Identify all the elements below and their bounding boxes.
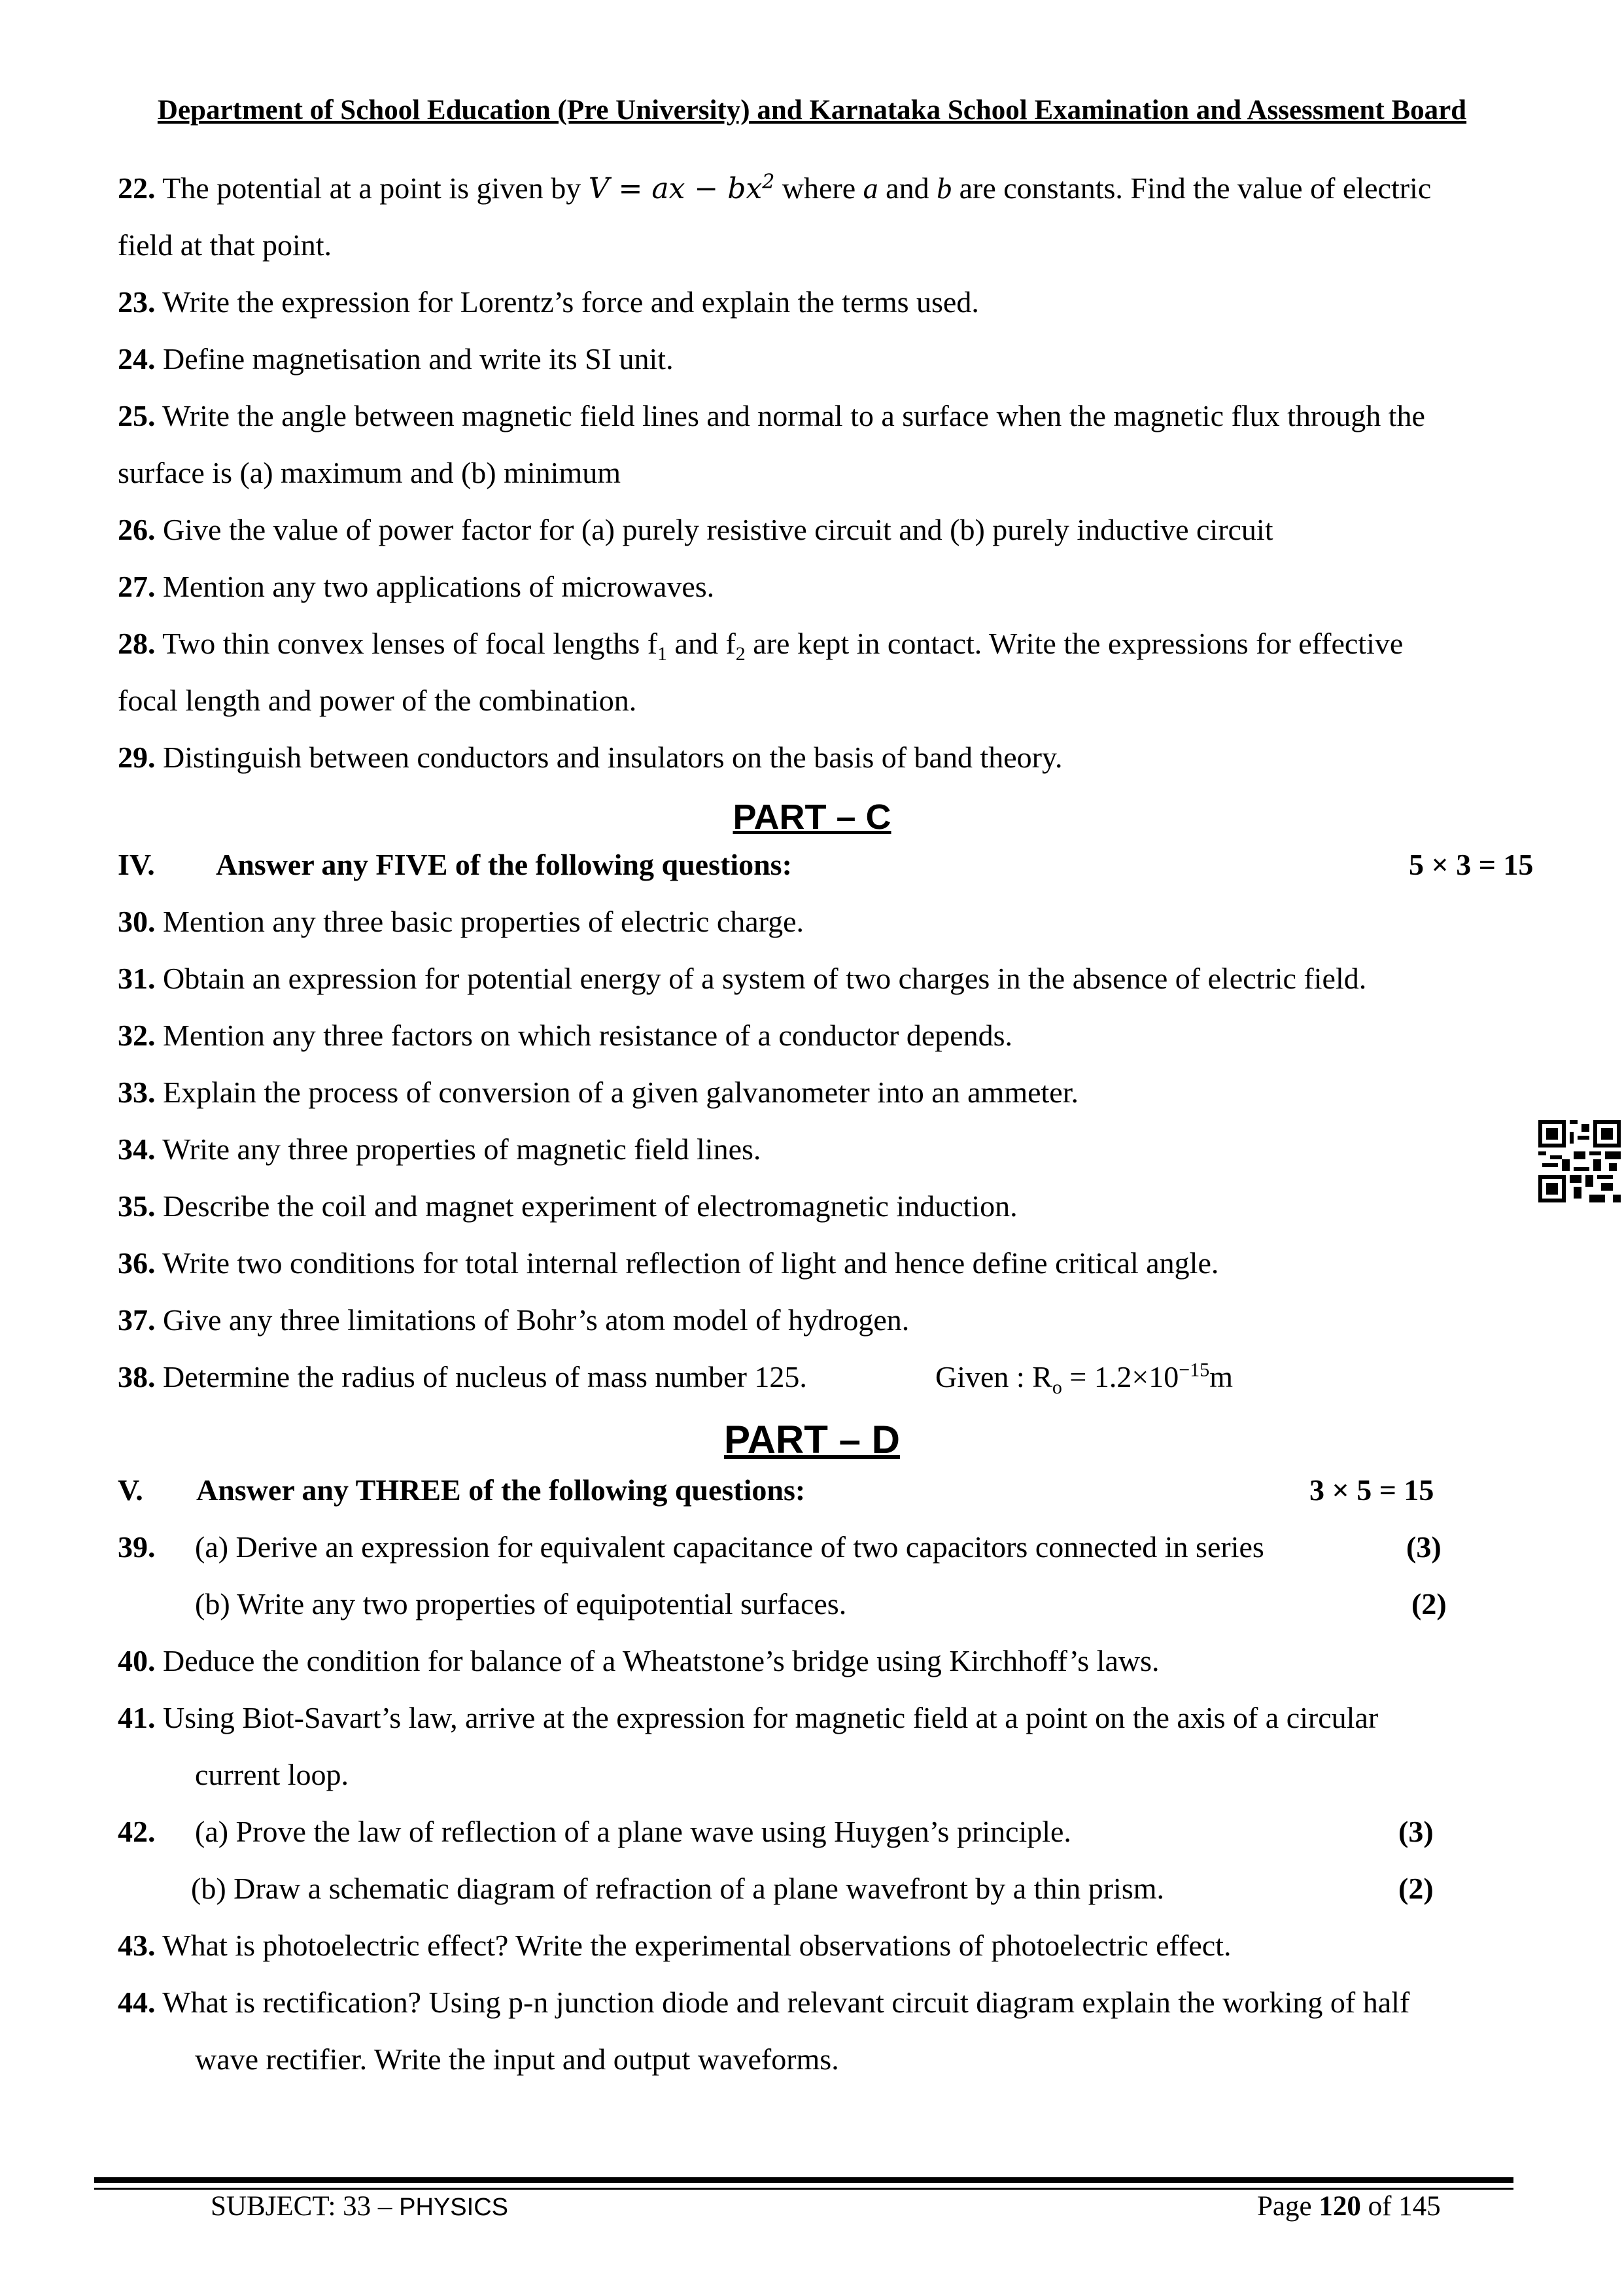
question-41 [118, 1689, 1378, 1746]
question-text: What is rectification? Using p-n junction diode and relevant circuit diagram explain the working of half [162, 1986, 1410, 2019]
question-text: Mention any three factors on which resistance of a conductor depends. [163, 1019, 1013, 1052]
question-30 [118, 893, 804, 950]
question-text: Mention any three basic properties of electric charge. [163, 905, 804, 938]
part-d-title: PART – D [724, 1418, 900, 1462]
question-39-part-b: (b) Write any two properties of equipotential surfaces. [195, 1587, 847, 1621]
question-29 [118, 729, 1063, 786]
question-number: 28. [118, 627, 156, 660]
part-d-instruction: Answer any THREE of the following questions: [196, 1473, 806, 1507]
question-number: 31. [118, 962, 156, 995]
question-text: Give the value of power factor for (a) purely resistive circuit and (b) purely inductive circuit [163, 513, 1273, 546]
part-c-title: PART – C [733, 797, 891, 837]
question-number: 26. [118, 513, 156, 546]
question-42-part-a: (a) Prove the law of reflection of a plane wave using Huygen’s principle. [195, 1815, 1071, 1848]
question-38-given: Given : $R_o = 1.2\times 10^{-15}m$ [935, 1359, 1233, 1399]
question-38 [118, 1348, 807, 1405]
question-text: Determine the radius of nucleus of mass number 125. [163, 1360, 807, 1393]
question-number: 23. [118, 285, 156, 319]
question-35 [118, 1178, 1018, 1235]
question-text: Obtain an expression for potential energy of a system of two charges in the absence of electric field. [163, 962, 1367, 995]
question-text: Write two conditions for total internal reflection of light and hence define critical angle. [162, 1246, 1219, 1280]
question-44-line2: wave rectifier. Write the input and output waveforms. [195, 2042, 839, 2076]
question-text: Write the angle between magnetic field lines and normal to a surface when the magnetic flux through the [162, 399, 1425, 432]
question-22: 22. The potential at a point is given by V = ax − $bx^2$ where a and b are constants. Find the value of electric [118, 170, 1432, 205]
question-39-number: 39. [118, 1530, 156, 1564]
question-28-line2: focal length and power of the combination. [118, 684, 637, 717]
qr-code-icon [1538, 1120, 1621, 1202]
question-22-line2: field at that point. [118, 228, 332, 262]
question-39-part-a-marks: (3) [1406, 1530, 1442, 1564]
footer-page-number: Page 120 of 145 [1257, 2191, 1441, 2222]
question-number: 37. [118, 1303, 156, 1337]
question-number: 38. [118, 1360, 156, 1393]
question-number: 34. [118, 1132, 156, 1166]
question-24 [118, 330, 674, 387]
question-number: 43. [118, 1929, 156, 1962]
question-number: 35. [118, 1189, 156, 1223]
question-43 [118, 1917, 1231, 1974]
question-25 [118, 387, 1425, 444]
question-number: 40. [118, 1644, 156, 1677]
page-header: Department of School Education (Pre University) and Karnataka School Examination and Assessment Board [157, 95, 1467, 126]
footer-rule-thin [94, 2188, 1513, 2190]
question-number: 25. [118, 399, 156, 432]
question-number: 44. [118, 1986, 156, 2019]
question-36 [118, 1235, 1218, 1291]
question-42-part-b-marks: (2) [1398, 1872, 1434, 1905]
question-33 [118, 1064, 1079, 1121]
question-text: Write any three properties of magnetic field lines. [162, 1132, 761, 1166]
question-number: 32. [118, 1019, 156, 1052]
question-37 [118, 1291, 909, 1348]
question-44 [118, 1974, 1409, 2031]
part-c-section-number: IV. [118, 848, 155, 881]
question-number: 30. [118, 905, 156, 938]
footer-subject: SUBJECT: 33 – PHYSICS [211, 2191, 508, 2222]
question-23 [118, 273, 979, 330]
question-text: Write the expression for Lorentz’s force and explain the terms used. [162, 285, 979, 319]
question-number: 22. [118, 171, 156, 205]
question-number: 29. [118, 741, 156, 774]
question-number: 41. [118, 1701, 156, 1734]
part-c-marks: 5 × 3 = 15 [1409, 848, 1534, 881]
question-40 [118, 1632, 1160, 1689]
question-number: 33. [118, 1076, 156, 1109]
question-39-part-b-marks: (2) [1411, 1587, 1447, 1621]
question-number: 24. [118, 342, 156, 376]
question-text: Describe the coil and magnet experiment of electromagnetic induction. [163, 1189, 1018, 1223]
question-number: 27. [118, 570, 156, 603]
question-28: 28. Two thin convex lenses of focal lengths $f_1$ and $f_2$ are kept in contact. Write the expressions for effective [118, 627, 1404, 665]
part-d-section-number: V. [118, 1473, 143, 1507]
question-42-part-b: (b) Draw a schematic diagram of refraction of a plane wavefront by a thin prism. [191, 1872, 1165, 1905]
part-c-instruction: Answer any FIVE of the following questions: [216, 848, 792, 881]
question-39-part-a: (a) Derive an expression for equivalent capacitance of two capacitors connected in series [195, 1530, 1264, 1564]
question-41-line2: current loop. [195, 1758, 349, 1791]
question-text: Distinguish between conductors and insulators on the basis of band theory. [163, 741, 1063, 774]
question-31 [118, 950, 1366, 1007]
question-42-part-a-marks: (3) [1398, 1815, 1434, 1848]
question-text: Mention any two applications of microwaves. [163, 570, 715, 603]
question-32 [118, 1007, 1012, 1064]
question-number: 36. [118, 1246, 156, 1280]
question-27 [118, 558, 714, 615]
potential-formula: V = ax − $bx^2$ [588, 170, 775, 205]
question-text: Explain the process of conversion of a given galvanometer into an ammeter. [163, 1076, 1079, 1109]
question-text: Define magnetisation and write its SI unit. [163, 342, 674, 376]
question-text: Deduce the condition for balance of a Wheatstone’s bridge using Kirchhoff’s laws. [163, 1644, 1160, 1677]
question-26 [118, 501, 1273, 558]
question-text: Give any three limitations of Bohr’s atom model of hydrogen. [163, 1303, 910, 1337]
part-d-marks: 3 × 5 = 15 [1309, 1473, 1434, 1507]
question-text: What is photoelectric effect? Write the experimental observations of photoelectric effect. [162, 1929, 1232, 1962]
footer-rule-thick [94, 2177, 1513, 2183]
question-42-number: 42. [118, 1815, 156, 1848]
question-25-line2: surface is (a) maximum and (b) minimum [118, 456, 621, 489]
question-text: Using Biot-Savart’s law, arrive at the expression for magnetic field at a point on the axis of a circular [163, 1701, 1379, 1734]
question-34 [118, 1121, 761, 1178]
question-text: The potential at a point is given by [162, 171, 581, 205]
